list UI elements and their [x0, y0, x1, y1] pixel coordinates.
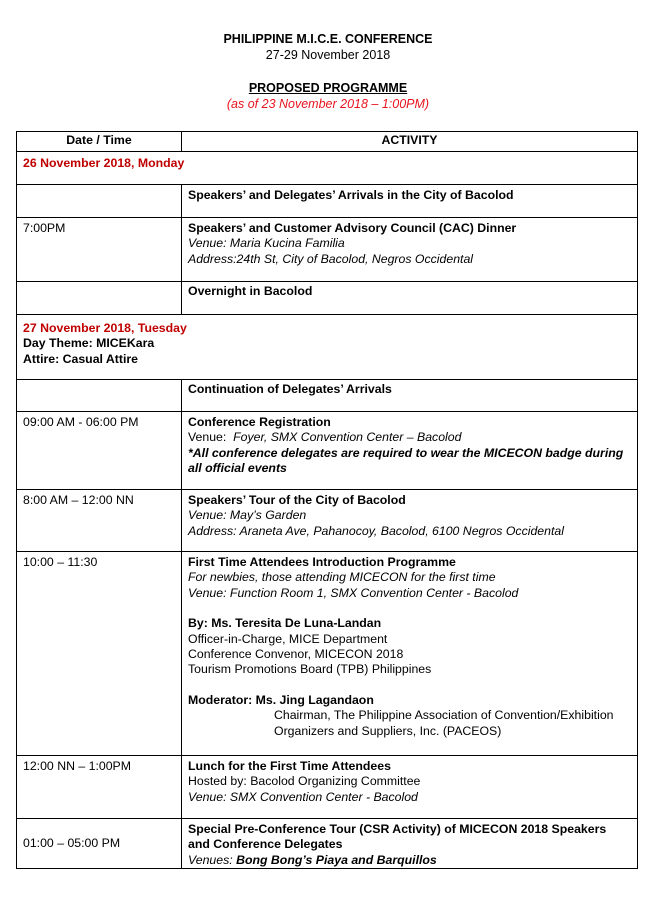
day-heading: 27 November 2018, Tuesday: [23, 321, 187, 335]
activity-address: Address:24th St, City of Bacolod, Negros Occidental: [188, 251, 474, 266]
speaker-title-line: Conference Convenor, MICECON 2018: [188, 647, 404, 662]
time-cell: [17, 282, 182, 315]
activity-title: Special Pre-Conference Tour (CSR Activity) of MICECON 2018 Speakers and Conference Delegates: [188, 822, 607, 852]
table-row: [17, 819, 638, 869]
conference-title: PHILIPPINE M.I.C.E. CONFERENCE: [223, 32, 433, 46]
activity-host: Hosted by: Bacolod Organizing Committee: [188, 774, 421, 789]
time-cell: 09:00 AM - 06:00 PM: [17, 412, 182, 490]
moderator-name: Moderator: Ms. Jing Lagandaon: [188, 692, 374, 707]
moderator-title-line: Organizers and Suppliers, Inc. (PACEOS): [274, 723, 502, 738]
speaker-name: By: Ms. Teresita De Luna-Landan: [188, 616, 382, 631]
activity-title: First Time Attendees Introduction Programme: [188, 555, 456, 569]
time-cell: [17, 185, 182, 218]
speaker-title-line: Tourism Promotions Board (TPB) Philippines: [188, 662, 432, 677]
activity-title: Speakers’ and Customer Advisory Council (CAC) Dinner: [188, 221, 517, 235]
table-row: [17, 552, 638, 756]
activity-title: Overnight in Bacolod: [188, 284, 313, 298]
activity-venue: Venue: Function Room 1, SMX Convention Center - Bacolod: [188, 585, 519, 600]
activity-description: For newbies, those attending MICECON for the first time: [188, 570, 496, 585]
table-row: [17, 412, 638, 490]
moderator-title-line: Chairman, The Philippine Association of Convention/Exhibition: [274, 708, 614, 723]
activity-title: Continuation of Delegates’ Arrivals: [188, 382, 392, 396]
table-row: [17, 756, 638, 819]
programme-title: PROPOSED PROGRAMME: [248, 81, 408, 95]
day-attire: Attire: Casual Attire: [23, 351, 139, 366]
time-cell: 12:00 NN – 1:00PM: [17, 756, 182, 819]
activity-venue: Venue: Maria Kucina Familia: [188, 236, 345, 251]
day-heading-row: [17, 152, 638, 185]
activity-title: Conference Registration: [188, 415, 331, 429]
venue-value: Bong Bong’s Piaya and Barquillos: [236, 852, 437, 867]
table-row: [17, 185, 638, 218]
venue-value: Foyer, SMX Convention Center – Bacolod: [233, 430, 462, 445]
table-row: [17, 282, 638, 315]
table-row: [17, 380, 638, 412]
activity-venue: Venue: May’s Garden: [188, 508, 307, 523]
col-header-activity: ACTIVITY: [182, 132, 638, 152]
table-row: [17, 218, 638, 282]
time-cell: 8:00 AM – 12:00 NN: [17, 490, 182, 552]
time-cell: [17, 380, 182, 412]
speaker-title-line: Officer-in-Charge, MICE Department: [188, 631, 388, 646]
activity-address: Address: Araneta Ave, Pahanocoy, Bacolod, 6100 Negros Occidental: [188, 523, 564, 538]
activity-title: Speakers’ and Delegates’ Arrivals in the City of Bacolod: [188, 188, 514, 202]
venue-label: Venue:: [188, 430, 227, 445]
time-cell: 01:00 – 05:00 PM: [17, 819, 182, 869]
venue-label: Venues:: [188, 852, 233, 867]
day-heading-row: [17, 315, 638, 380]
activity-venue: [188, 430, 631, 445]
table-header-row: [17, 132, 638, 152]
activity-note: *All conference delegates are required to wear the MICECON badge during all official events: [188, 445, 624, 476]
activity-title: Speakers’ Tour of the City of Bacolod: [188, 493, 406, 507]
day-theme: Day Theme: MICEKara: [23, 336, 155, 351]
activity-venue: Venue: SMX Convention Center - Bacolod: [188, 789, 418, 804]
conference-dates: 27-29 November 2018: [265, 48, 391, 62]
time-cell: 10:00 – 11:30: [17, 552, 182, 756]
activity-title: Lunch for the First Time Attendees: [188, 759, 391, 773]
table-row: [17, 490, 638, 552]
col-header-time: Date / Time: [17, 132, 182, 152]
day-heading: 26 November 2018, Monday: [23, 156, 185, 170]
time-cell: 7:00PM: [17, 218, 182, 282]
activity-venue: [188, 853, 631, 868]
programme-as-of: (as of 23 November 2018 – 1:00PM): [226, 97, 430, 111]
programme-table: [16, 131, 638, 869]
